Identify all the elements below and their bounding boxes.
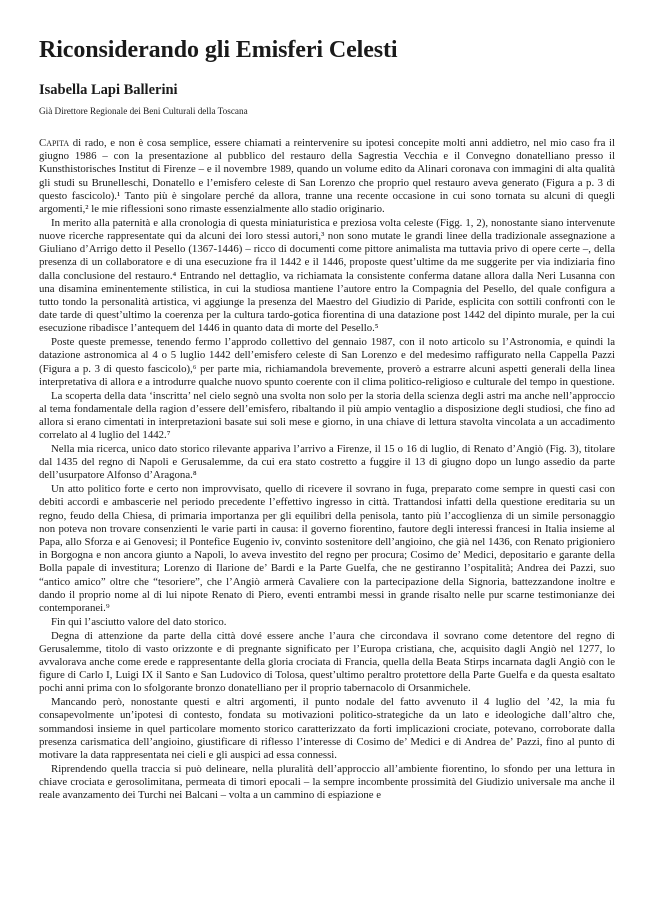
paragraph: Fin qui l’asciutto valore del dato storico. [51,615,227,628]
drop-lead-word: Capita [39,137,70,149]
paragraph: Degna di attenzione da parte della città dové essere anche l’aura che circondava il sovrano come detentore del regno di Gerusalemme, titolo di vasto orizzonte e di pregnante significato per l’Europa cristiana, che, acquisito dagli Angiò nel 1277, lo avvalorava anche come erede e rappresentante della gloria crociata di Francia, quella della Beata Stirps incarnata dagli Angiò con le figure di Carlo I, Luigi IX il Santo e San Ludovico di Tolosa, quest’ultimo peraltro protettore della Parte Guelfa e da questa esaltato pochi anni prima con lo sfolgorante bronzo donatelliano per il proprio tabernacolo di Orsanmichele. [39,629,615,695]
article-page [39,36,615,803]
paragraph: In merito alla paternità e alla cronologia di questa miniaturistica e preziosa volta celeste (Figg. 1, 2), nonostante siano intervenute nuove ricerche rappresentate qui da alcuni dei loro stessi autori,³ non sono mutate le grandi linee della tradizionale assegnazione a Giuliano d’Arrigo detto il Pesello (1367-1446) – ricco di documenti come pittore animalista ma tuttavia privo di opere certe –, della presenza di un collaboratore e di una esecuzione fra il 1442 e il 1446, proposte quest’ultime da me suggerite per via indiziaria fino dalla conclusione del restauro.⁴ Entrando nel dettaglio, va richiamata la consistente conferma datane allora dalla Neri Lusanna con una disamina eminentemente stilistica, in cui la studiosa mantiene l’autore entro la Compagnia del Pesello, del quale configura a tutto tondo la personalità artistica, vi aggiunge la presenza del Maestro del Giudizio di Paride, esplicita con sottili confronti con le date tarde di quest’ultimo la coerenza per la cultura tardo-gotica fiorentina di una datazione post 1442 del dipinto murale, per la cui esecuzione ribadisce l’antequem del 1446 in quanto data di morte del Pesello.⁵ [39,216,615,335]
paragraph: Nella mia ricerca, unico dato storico rilevante appariva l’arrivo a Firenze, il 15 o 16 di luglio, di Renato d’Angiò (Fig. 3), titolare dal 1435 del regno di Napoli e Gerusalemme, da cui era stato costretto a fuggire il 13 di giugno dopo un lungo assedio da parte dell’usurpatore Alfonso d’Aragona.⁸ [39,443,615,482]
paragraph [39,137,615,216]
paragraph-text: di rado, e non è cosa semplice, essere chiamati a reintervenire su ipotesi concepite molti anni addietro, nel mio caso fra il giugno 1986 – con la presentazione al pubblico del restauro della Sagrestia Vecchia e il Convegno donatelliano presso il Kunsthistorisches Institut di Firenze – e il novembre 1989, quando un volume edito da Alinari coronava con immagini di alta qualità gli studi su Brunelleschi, Donatello e l’emisfero celeste di San Lorenzo che proprio quel restauro aveva generato (Figura a p. 3 di questo fascicolo).¹ Tanto più è singolare perché da allora, tranne una recente occasione in cui sono tornata su alcuni di quegli argomenti,² le mie riflessioni sono rimaste essenzialmente allo stadio originario. [39,137,615,216]
paragraph: Riprendendo quella traccia si può delineare, nella pluralità dell’approccio all’ambiente fiorentino, lo sfondo per una lettura in chiave crociata e gerosolimitana, permeata di timori epocali – la sempre incombente prossimità del Giudizio universale ma anche il reale avanzamento dei Turchi nei Balcani – volta a un cammino di espiazione e [39,762,615,802]
article-title: Riconsiderando gli Emisferi Celesti [39,37,398,63]
paragraph: Un atto politico forte e certo non improvvisato, quello di ricevere il sovrano in fuga, preparato come sempre in questi casi con debiti accordi e ambascerie nel periodo precedente l’effettivo ingresso in città. Trattandosi infatti della questione ereditaria su un regno, feudo della Chiesa, di primaria importanza per gli equilibri della penisola, tanto più l’accoglienza di un simile personaggio non poteva non trovare consenzienti le varie parti in causa: il governo fiorentino, fautore degli interessi francesi in Italia insieme al Papa, allo Sforza e ai Genovesi; il Pontefice Eugenio iv, convinto sostenitore dell’angioino, che già nel 1436, con Renato prigioniero in Borgogna e non ancora giunto a Napoli, lo aveva investito del regno per procura; Cosimo de’ Medici, depositario e garante della Bolla papale di investitura; Lorenzo di Ilarione de’ Bardi e la Parte Guelfa, che ne gestiranno l’ospitalità; Andrea dei Pazzi, suo “antico amico” oltre che “tesoriere”, che l’Angiò armerà Cavaliere con la partecipazione della Signoria, battezzandone inoltre e dando il proprio nome al di lui nipote Renato di Piero, eventi entrambi messi in grande risalto nelle pur scarne testimonianze dei contemporanei.⁹ [39,483,615,615]
paragraph: Poste queste premesse, tenendo fermo l’approdo collettivo del gennaio 1987, con il noto articolo su l’Astronomia, e quindi la datazione astronomica al 4 o 5 luglio 1442 dell’emisfero celeste di San Lorenzo e del medesimo raffigurato nella Cappella Pazzi (Figura a p. 3 di questo fascicolo),⁶ per parte mia, richiamandola brevemente, proverò a estrarre alcuni aspetti generali della linea interpretativa di allora e a introdurre qualche nuovo spunto coerente con il clima politico-religioso e culturale del tempo in questione. [39,336,615,388]
author-name: Isabella Lapi Ballerini [39,82,178,98]
article-body [39,137,615,803]
paragraph: Mancando però, nonostante questi e altri argomenti, il punto nodale del fatto avvenuto il 4 luglio del ’42, la mia fu consapevolmente un’ipotesi di contesto, fondata su motivazioni politico-strategiche da un lato e ideologiche dall’altro che, sommandosi insieme in quel particolare momento storico caratterizzato da forti implicazioni crociate, potevano, corroborate dalla presenza carismatica dell’angioino, giustificare di riflesso l’interesse di Cosimo de’ Medici e di Andrea de’ Pazzi, fino al punto di motivare la data rappresentata nei cieli e gli auspici ad essa connessi. [39,696,615,762]
author-affiliation: Già Direttore Regionale dei Beni Culturali della Toscana [39,106,248,116]
paragraph: La scoperta della data ‘inscritta’ nel cielo segnò una svolta non solo per la storia della scienza degli astri ma anche nell’approccio al tema fondamentale della ragion d’essere dell’emisfero, ribaltando il più ampio ventaglio a disposizione degli studiosi, che fino ad allora si erano cimentati in interpretazioni basate sui soli mese e giorno, in una chiave di lettura stavolta vincolata a un accadimento correlato al 4 luglio del 1442.⁷ [39,389,615,442]
